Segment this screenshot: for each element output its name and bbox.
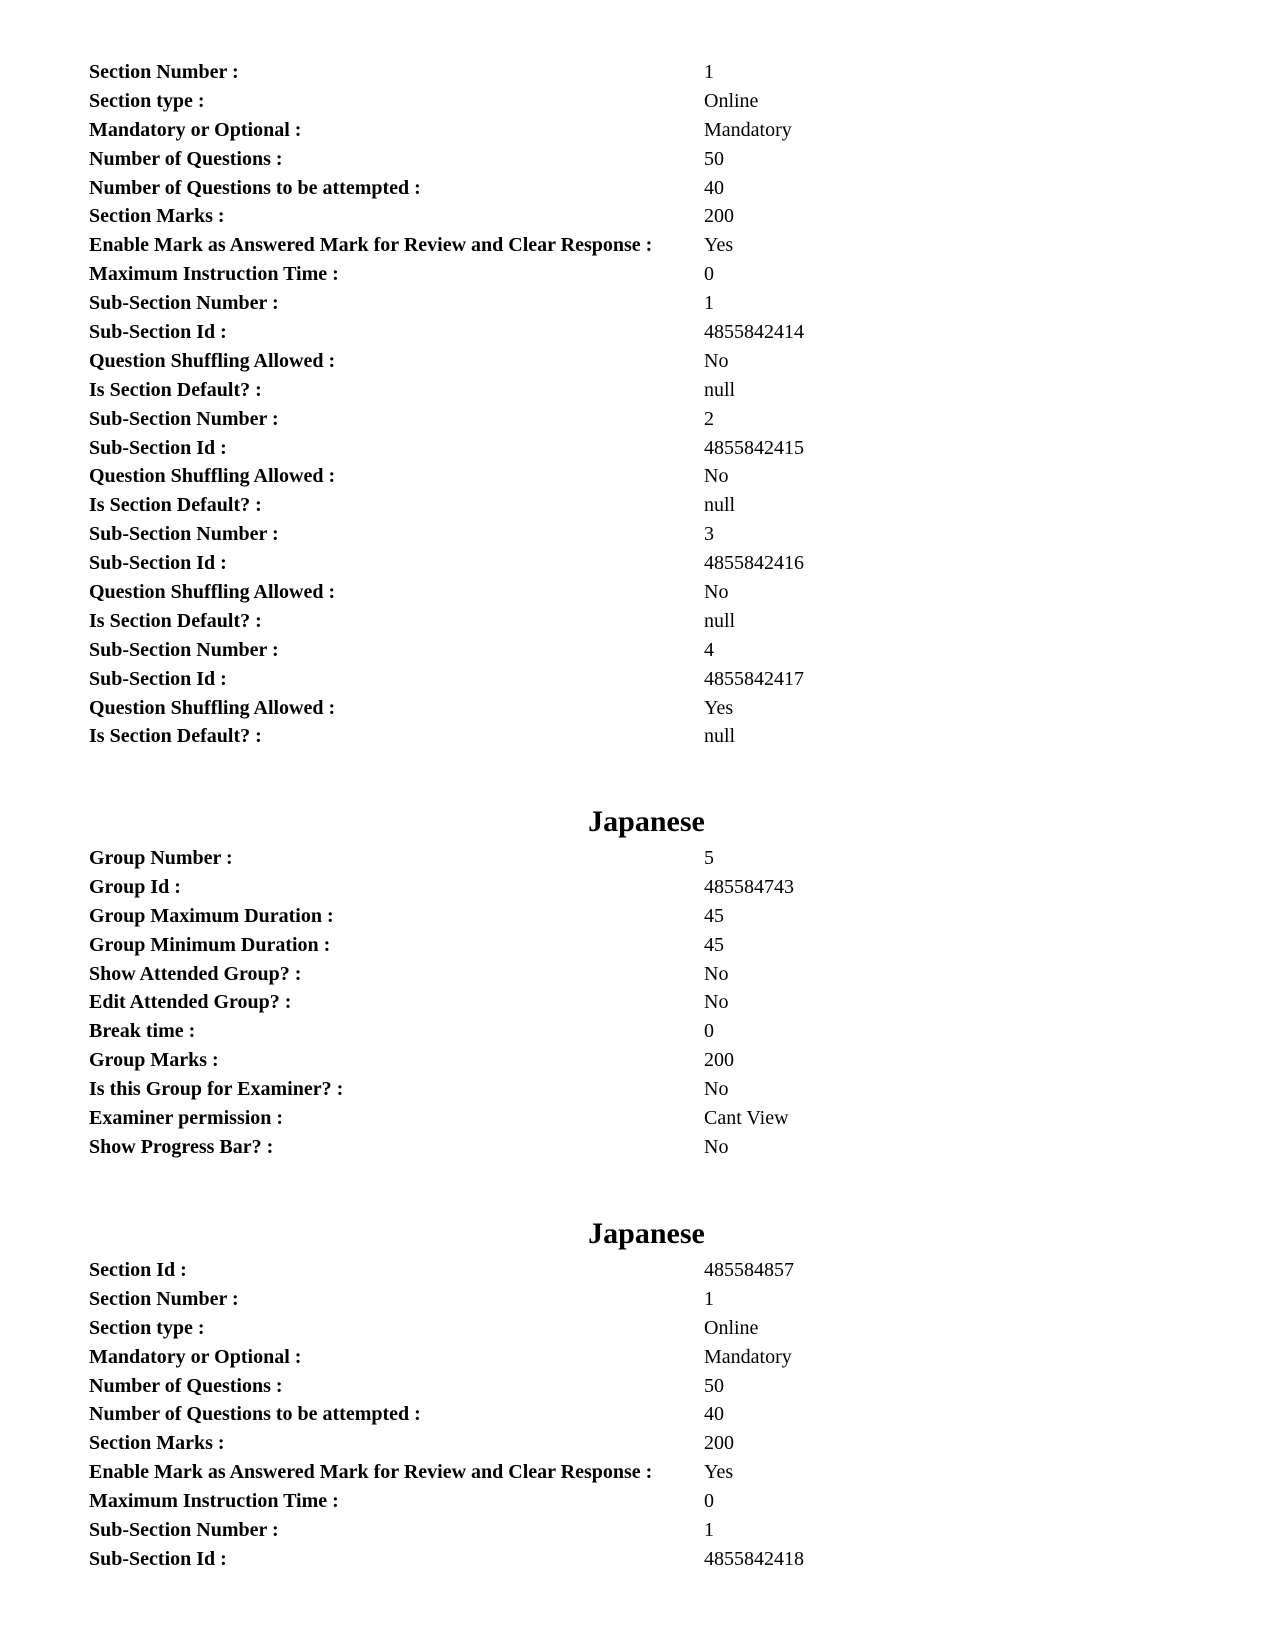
field-label: Section Id : [89, 1259, 187, 1281]
field-label: Sub-Section Id : [89, 552, 227, 575]
table-row [89, 1429, 1189, 1458]
field-value: Mandatory [704, 118, 792, 141]
table-row [89, 902, 1189, 931]
field-label: Is Section Default? : [89, 725, 262, 748]
field-value: No [704, 349, 729, 372]
table-row [89, 434, 1189, 463]
field-label: Mandatory or Optional : [89, 1345, 302, 1368]
field-label: Enable Mark as Answered Mark for Review and Clear Response : [89, 234, 653, 257]
table-row [89, 1372, 1189, 1401]
table-row [89, 1046, 1189, 1075]
field-label: Number of Questions : [89, 1374, 283, 1397]
field-value: 5 [704, 847, 714, 869]
field-label: Examiner permission : [89, 1107, 284, 1130]
field-label: Is Section Default? : [89, 609, 262, 632]
field-label: Question Shuffling Allowed : [89, 696, 336, 719]
field-label: Group Number : [89, 847, 233, 869]
field-label: Maximum Instruction Time : [89, 263, 339, 286]
table-row [89, 58, 1189, 87]
table-row [89, 116, 1189, 145]
field-value: 2 [704, 407, 714, 430]
field-value: No [704, 581, 729, 604]
field-value: No [704, 1078, 729, 1101]
field-label: Sub-Section Number : [89, 292, 279, 315]
field-label: Number of Questions to be attempted : [89, 176, 421, 199]
field-value: 485584857 [704, 1259, 794, 1281]
field-label: Enable Mark as Answered Mark for Review and Clear Response : [89, 1461, 653, 1484]
field-label: Edit Attended Group? : [89, 991, 292, 1014]
field-value: 40 [704, 1403, 724, 1426]
table-row [89, 1104, 1189, 1133]
field-value: 40 [704, 176, 724, 199]
table-row [89, 988, 1189, 1017]
table-row [89, 607, 1189, 636]
table-row [89, 87, 1189, 116]
field-value: Mandatory [704, 1345, 792, 1368]
field-label: Mandatory or Optional : [89, 118, 302, 141]
table-row [89, 665, 1189, 694]
group-details-table [89, 844, 1189, 1162]
field-value: Online [704, 1316, 759, 1339]
field-label: Sub-Section Number : [89, 1519, 279, 1542]
field-label: Break time : [89, 1020, 196, 1043]
field-value: 50 [704, 147, 724, 170]
field-value: 4855842415 [704, 436, 804, 459]
field-label: Is Section Default? : [89, 378, 262, 401]
field-label: Question Shuffling Allowed : [89, 349, 336, 372]
field-label: Show Progress Bar? : [89, 1135, 274, 1158]
field-label: Group Id : [89, 875, 181, 898]
table-row [89, 289, 1189, 318]
field-value: 0 [704, 1490, 714, 1513]
field-label: Group Minimum Duration : [89, 933, 331, 956]
table-row [89, 1400, 1189, 1429]
table-row [89, 1516, 1189, 1545]
field-label: Section Marks : [89, 1432, 225, 1455]
table-row [89, 1256, 1189, 1285]
field-label: Number of Questions to be attempted : [89, 1403, 421, 1426]
table-row [89, 491, 1189, 520]
field-value: 1 [704, 61, 714, 83]
field-value: null [704, 378, 736, 401]
field-label: Sub-Section Id : [89, 321, 227, 344]
field-label: Section Number : [89, 61, 239, 83]
field-value: 4855842418 [704, 1547, 804, 1570]
field-label: Section type : [89, 1316, 205, 1339]
field-label: Sub-Section Id : [89, 436, 227, 459]
field-label: Sub-Section Id : [89, 1547, 227, 1570]
field-value: null [704, 609, 736, 632]
field-value: Yes [704, 234, 734, 257]
table-row [89, 1545, 1189, 1574]
table-row [89, 578, 1189, 607]
group-heading-text: Japanese [588, 805, 705, 838]
field-value: 0 [704, 1020, 714, 1043]
table-row [89, 347, 1189, 376]
field-label: Is this Group for Examiner? : [89, 1078, 344, 1101]
table-row [89, 405, 1189, 434]
table-row [89, 722, 1189, 751]
table-row [89, 1343, 1189, 1372]
table-row [89, 1075, 1189, 1104]
field-value: No [704, 991, 729, 1014]
table-row [89, 694, 1189, 723]
field-label: Is Section Default? : [89, 494, 262, 517]
field-label: Sub-Section Number : [89, 638, 279, 661]
field-label: Sub-Section Id : [89, 667, 227, 690]
field-label: Group Marks : [89, 1049, 219, 1072]
table-row [89, 1458, 1189, 1487]
table-row [89, 1285, 1189, 1314]
field-value: 3 [704, 523, 714, 546]
field-value: null [704, 494, 736, 517]
field-label: Section Number : [89, 1287, 239, 1310]
field-value: 45 [704, 933, 724, 956]
field-label: Question Shuffling Allowed : [89, 465, 336, 488]
field-value: Cant View [704, 1107, 789, 1130]
field-label: Show Attended Group? : [89, 962, 302, 985]
field-value: 200 [704, 205, 734, 228]
section-details-table-2 [89, 1256, 1189, 1574]
field-value: Yes [704, 696, 734, 719]
table-row [89, 145, 1189, 174]
table-row [89, 844, 1189, 873]
field-value: No [704, 962, 729, 985]
table-row [89, 549, 1189, 578]
field-value: null [704, 725, 736, 748]
field-label: Section Marks : [89, 205, 225, 228]
field-value: 4855842417 [704, 667, 804, 690]
field-value: 4 [704, 638, 714, 661]
table-row [89, 1017, 1189, 1046]
section-heading [0, 1216, 1275, 1252]
field-label: Sub-Section Number : [89, 523, 279, 546]
table-row [89, 318, 1189, 347]
field-value: 0 [704, 263, 714, 286]
field-value: No [704, 1135, 729, 1158]
table-row [89, 376, 1189, 405]
table-row [89, 931, 1189, 960]
table-row [89, 960, 1189, 989]
table-row [89, 202, 1189, 231]
table-row [89, 231, 1189, 260]
field-label: Number of Questions : [89, 147, 283, 170]
field-label: Sub-Section Number : [89, 407, 279, 430]
table-row [89, 1314, 1189, 1343]
field-value: 200 [704, 1432, 734, 1455]
table-row [89, 1487, 1189, 1516]
table-row [89, 1133, 1189, 1162]
field-label: Maximum Instruction Time : [89, 1490, 339, 1513]
table-row [89, 174, 1189, 203]
group-heading [0, 804, 1275, 840]
field-value: 485584743 [704, 875, 794, 898]
field-value: 50 [704, 1374, 724, 1397]
field-value: Online [704, 89, 759, 112]
field-value: No [704, 465, 729, 488]
field-value: 4855842414 [704, 321, 804, 344]
section-details-table [89, 58, 1189, 751]
field-value: 1 [704, 1287, 714, 1310]
field-label: Section type : [89, 89, 205, 112]
table-row [89, 520, 1189, 549]
field-value: 200 [704, 1049, 734, 1072]
field-value: 45 [704, 904, 724, 927]
field-label: Question Shuffling Allowed : [89, 581, 336, 604]
field-value: 1 [704, 1519, 714, 1542]
field-value: 4855842416 [704, 552, 804, 575]
table-row [89, 260, 1189, 289]
field-value: 1 [704, 292, 714, 315]
section-heading-text: Japanese [588, 1217, 705, 1250]
table-row [89, 636, 1189, 665]
table-row [89, 873, 1189, 902]
table-row [89, 462, 1189, 491]
field-value: Yes [704, 1461, 734, 1484]
field-label: Group Maximum Duration : [89, 904, 334, 927]
